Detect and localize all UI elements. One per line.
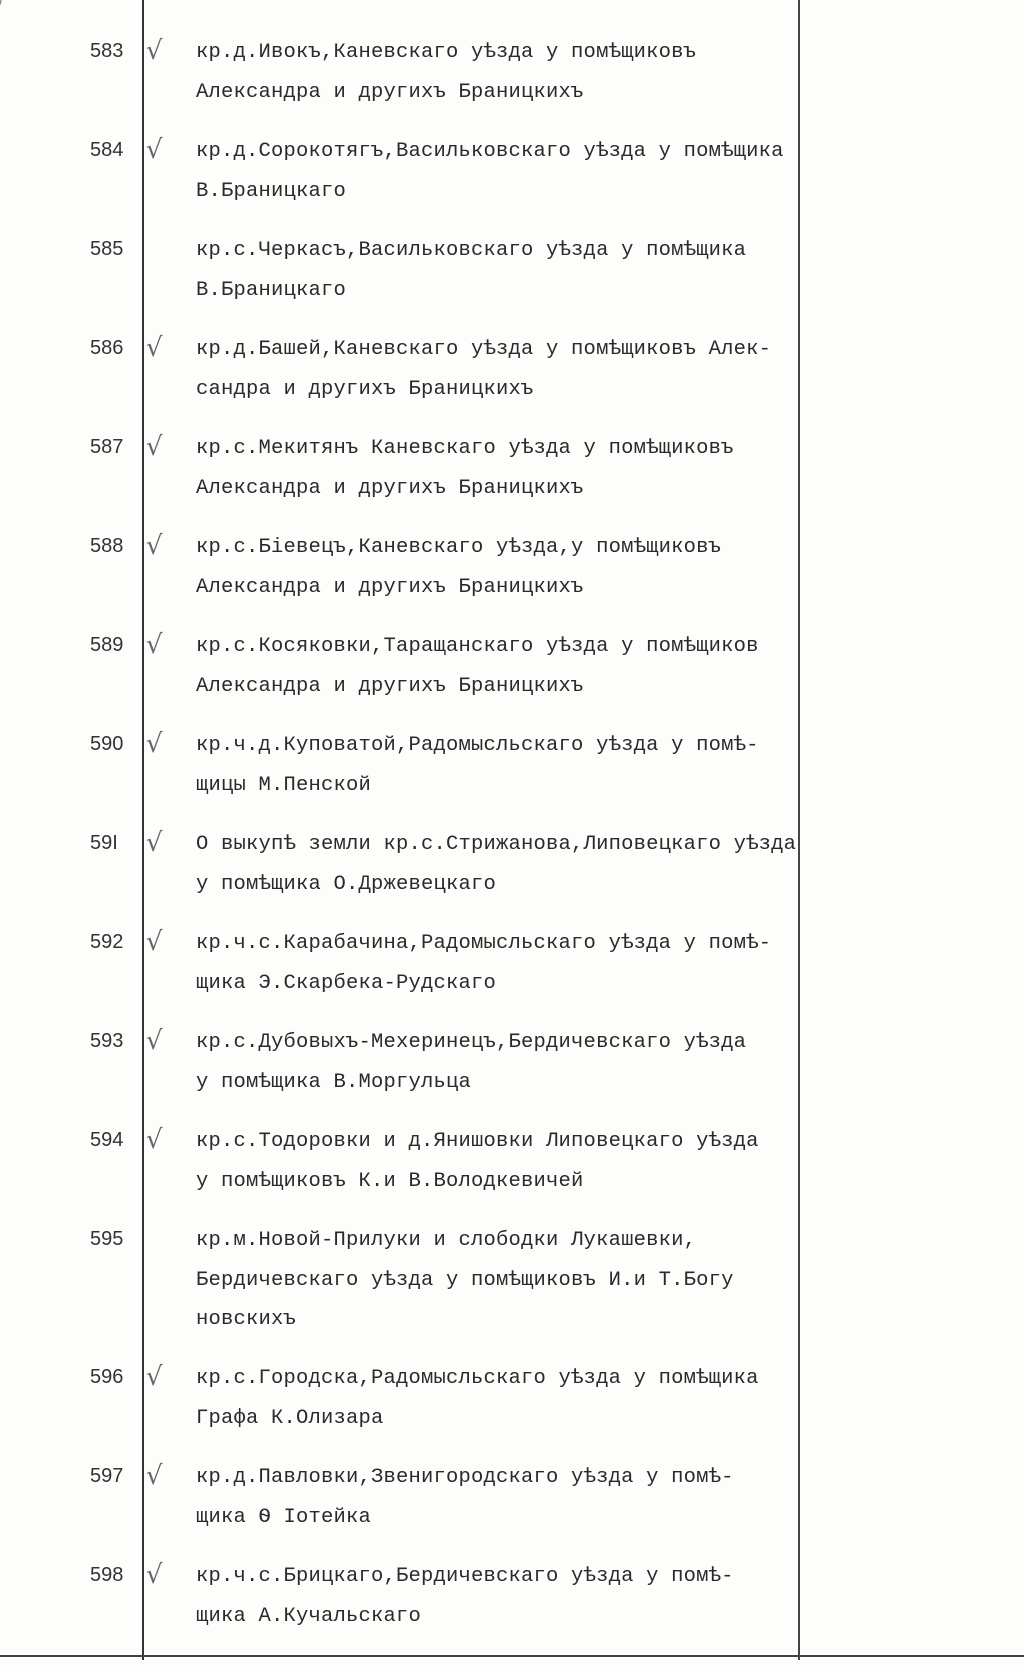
list-item [0,826,1024,925]
handwritten-check-icon: √ [146,1125,163,1155]
handwritten-check-icon: √ [146,432,163,462]
handwritten-check-icon: √ [146,1362,163,1392]
list-item [0,1360,1024,1459]
entry-line: сандра и другихъ Браницкихъ [196,377,534,401]
entry-number: 594 [90,1129,124,1151]
entry-number: 593 [90,1030,124,1052]
handwritten-check-icon: √ [146,1461,163,1491]
entry-text [196,533,721,612]
list-item [0,1459,1024,1558]
entry-line: у помѣщиковъ К.и В.Володкевичей [196,1169,584,1193]
entry-line: новскихъ [196,1308,297,1331]
entry-line: кр.м.Новой-Прилуки и слободки Лукашевки, [196,1229,697,1252]
entry-line: щика Ѳ Іотейка [196,1505,372,1529]
entry-number: 595 [90,1228,124,1250]
list-item [0,529,1024,628]
entry-line: кр.ч.с.Карабачина,Радомысльскаго уѣзда у помѣ- [196,932,772,955]
list-item [0,1222,1024,1360]
entry-line: кр.д.Сорокотягъ,Васильковскаго уѣзда у помѣщика [196,140,784,163]
entry-text [196,632,759,711]
list-item [0,1024,1024,1123]
entry-text [196,731,759,810]
handwritten-check-icon: √ [146,828,163,858]
entry-number: 589 [90,634,124,656]
entry-text [196,38,696,117]
entry-line: Бердичевскаго уѣзда у помѣщиковъ И.и Т.Богу [196,1268,734,1292]
list-item [0,1558,1024,1657]
entry-line: кр.д.Павловки,Звенигородскаго уѣзда у помѣ- [196,1466,734,1489]
entry-number: 587 [90,436,124,458]
list-item [0,628,1024,727]
entry-text [196,1028,746,1107]
handwritten-check-icon: √ [146,630,163,660]
entry-number: 592 [90,931,124,953]
entry-text [196,1364,759,1443]
entry-line: у помѣщика В.Моргульца [196,1070,472,1094]
list-item [0,1123,1024,1222]
entry-line: О выкупѣ земли кр.с.Стрижанова,Липовецкаго уѣзда [196,833,797,856]
handwritten-check-icon: √ [146,1560,163,1590]
entry-line: кр.с.Тодоровки и д.Янишовки Липовецкаго уѣзда [196,1130,759,1153]
list-item [0,430,1024,529]
list-item [0,925,1024,1024]
list-item [0,34,1024,133]
entry-line: кр.с.Косяковки,Таращанскаго уѣзда у помѣщиков [196,635,759,658]
entry-line: щицы М.Пенской [196,773,372,797]
entry-text [196,236,746,315]
entry-number: 59I [90,832,118,854]
entry-number: 590 [90,733,124,755]
entry-number: 583 [90,40,124,62]
handwritten-check-icon: √ [146,1026,163,1056]
entry-text [196,830,796,909]
entry-line: кр.с.Черкасъ,Васильковскаго уѣзда у помѣщика [196,239,747,262]
entry-line: кр.с.Біевецъ,Каневскаго уѣзда,у помѣщиковъ [196,536,722,559]
entry-line: кр.ч.д.Куповатой,Радомысльскаго уѣзда у помѣ- [196,734,759,757]
entry-line: Графа К.Олизара [196,1406,384,1430]
entry-number: 597 [90,1465,124,1487]
entry-number: 586 [90,337,124,359]
entry-text [196,335,771,414]
entry-number: 585 [90,238,124,260]
entry-text [196,929,771,1008]
list-item [0,232,1024,331]
entry-line: Александра и другихъ Браницкихъ [196,80,584,104]
entry-line: кр.с.Мекитянъ Каневскаго уѣзда у помѣщиковъ [196,437,734,460]
handwritten-check-icon: √ [146,729,163,759]
entry-line: щика А.Кучальскаго [196,1604,422,1628]
entry-number: 596 [90,1366,124,1388]
list-item [0,727,1024,826]
entry-list [0,34,1024,1657]
entry-line: Александра и другихъ Браницкихъ [196,476,584,500]
entry-text [196,137,784,216]
entry-number: 584 [90,139,124,161]
entry-text [196,1562,734,1641]
list-item [0,133,1024,232]
entry-line: Александра и другихъ Браницкихъ [196,674,584,698]
entry-line: Александра и другихъ Браницкихъ [196,575,584,599]
entry-text [196,434,734,513]
handwritten-check-icon: √ [146,36,163,66]
entry-number: 598 [90,1564,124,1586]
entry-line: щика Э.Скарбека-Рудскаго [196,971,497,995]
entry-line: у помѣщика О.Држевецкаго [196,872,497,896]
entry-number: 588 [90,535,124,557]
entry-line: кр.д.Башей,Каневскаго уѣзда у помѣщиковъ Алек- [196,338,772,361]
entry-line: В.Браницкаго [196,179,347,203]
entry-text [196,1463,734,1542]
entry-line: кр.с.Дубовыхъ-Мехеринецъ,Бердичевскаго уѣзда [196,1031,747,1054]
list-item [0,331,1024,430]
handwritten-check-icon: √ [146,135,163,165]
handwritten-check-icon: √ [146,531,163,561]
entry-line: кр.ч.с.Брицкаго,Бердичевскаго уѣзда у помѣ- [196,1565,734,1588]
entry-line: В.Браницкаго [196,278,347,302]
entry-line: кр.с.Городска,Радомысльскаго уѣзда у помѣщика [196,1367,759,1390]
entry-line: кр.д.Ивокъ,Каневскаго уѣзда у помѣщиковъ [196,41,697,64]
handwritten-check-icon: √ [146,927,163,957]
entry-text [196,1226,734,1345]
handwritten-check-icon: √ [146,333,163,363]
entry-text [196,1127,759,1206]
